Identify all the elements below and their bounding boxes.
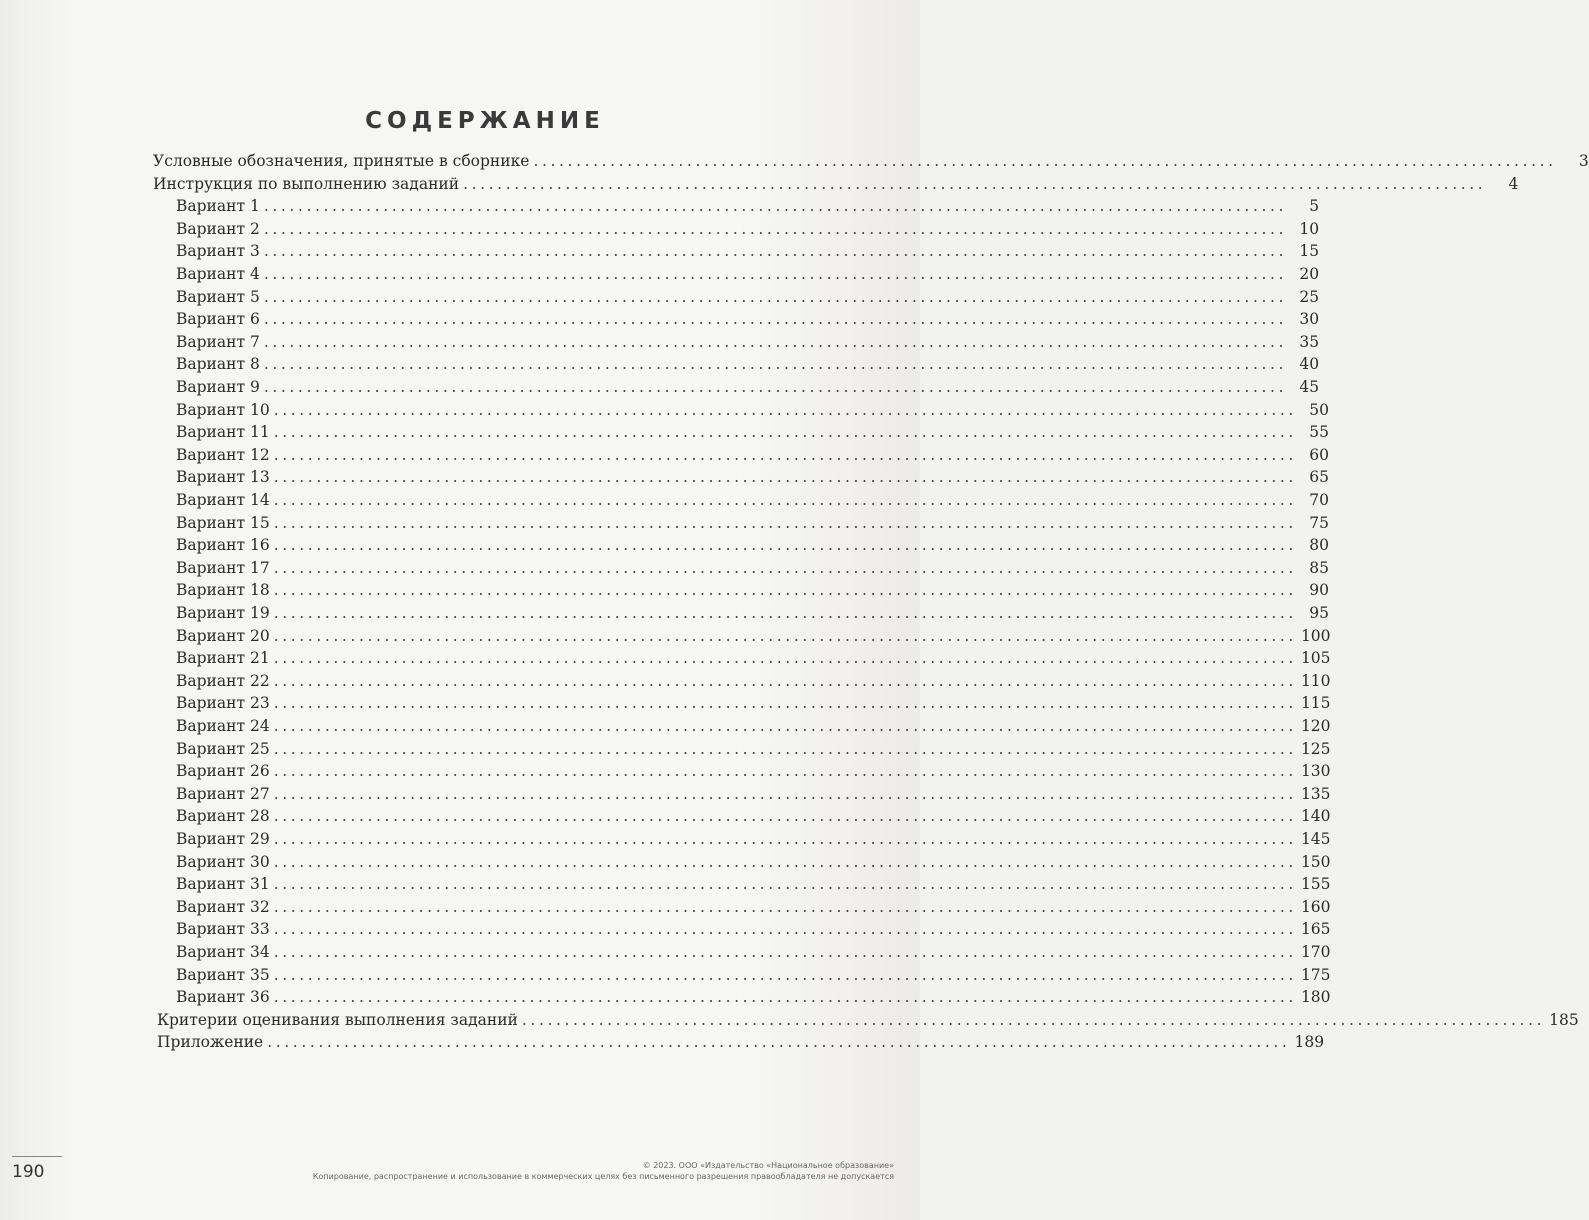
dot-leader: ........................................................................................................................ [263, 265, 1288, 283]
dot-leader: ........................................................................................................................ [273, 784, 1297, 803]
copyright-notice [274, 1160, 894, 1182]
page-title: СОДЕРЖАНИЕ [365, 108, 605, 134]
dot-leader: ........................................................................................................................ [521, 1010, 1546, 1029]
toc-entry-label: Критерии оценивания выполнения заданий [157, 1010, 518, 1029]
toc-entry-label: Вариант 14 [176, 491, 270, 509]
toc-entry-page: 85 [1309, 558, 1329, 577]
toc-entry [176, 353, 1320, 375]
toc-entry [176, 444, 1329, 466]
copyright-line: © 2023. ООО «Издательство «Национальное образование» [642, 1161, 894, 1170]
toc-entry [176, 851, 1331, 873]
dot-leader: ........................................................................................................................ [273, 558, 1297, 577]
toc-entry-page: 130 [1300, 762, 1331, 781]
toc-entry-page: 10 [1299, 219, 1320, 238]
toc-entry-page: 115 [1300, 694, 1331, 713]
toc-entry-page: 150 [1300, 852, 1331, 871]
toc-entry [176, 647, 1331, 669]
dot-leader: ........................................................................................................................ [273, 717, 1297, 735]
dot-leader: ........................................................................................................................ [263, 378, 1288, 396]
dot-leader: ........................................................................................................................ [263, 242, 1288, 261]
toc-entry-page: 120 [1300, 717, 1331, 735]
toc-entry-label: Вариант 1 [176, 197, 260, 216]
toc-entry-page: 100 [1300, 626, 1331, 645]
dot-leader: ........................................................................................................................ [273, 671, 1297, 690]
toc-entry-label: Вариант 35 [176, 965, 270, 984]
toc-entry [176, 625, 1331, 647]
dot-leader: ........................................................................................................................ [273, 445, 1297, 464]
dot-leader: ........................................................................................................................ [273, 694, 1297, 713]
toc-entry-page: 95 [1309, 604, 1329, 622]
toc-entry [176, 579, 1329, 601]
toc-entry-page: 20 [1299, 265, 1320, 283]
toc-entry-label: Вариант 36 [176, 988, 270, 1007]
toc-entry [176, 399, 1329, 421]
toc-entry [176, 195, 1320, 217]
dot-leader: ........................................................................................................................ [273, 739, 1297, 758]
toc-entry-label: Вариант 16 [176, 536, 270, 555]
toc-entry [176, 602, 1329, 624]
toc-entry-page: 165 [1300, 920, 1331, 939]
toc-entry [176, 964, 1331, 986]
dot-leader: ........................................................................................................................ [273, 536, 1297, 555]
toc-entry-label: Вариант 25 [176, 739, 270, 758]
dot-leader: ........................................................................................................................ [273, 988, 1297, 1007]
toc-entry-label: Вариант 3 [176, 242, 260, 261]
dot-leader: ........................................................................................................................ [273, 807, 1297, 826]
toc-entry-label: Вариант 27 [176, 784, 270, 803]
toc-entry-label: Приложение [157, 1033, 264, 1052]
toc-entry-page: 60 [1309, 445, 1329, 464]
toc-entry-page: 75 [1309, 513, 1329, 532]
toc-entry-label: Вариант 33 [176, 920, 270, 939]
toc-entry [176, 376, 1320, 398]
toc-entry-label: Вариант 17 [176, 558, 270, 577]
dot-leader: ........................................................................................................................ [273, 852, 1297, 871]
toc-entry-label: Вариант 23 [176, 694, 270, 713]
toc-entry-page: 50 [1309, 400, 1329, 419]
toc-entry-label: Вариант 9 [176, 378, 260, 396]
dot-leader: ........................................................................................................................ [273, 649, 1297, 668]
toc-entry-label: Вариант 30 [176, 852, 270, 871]
toc-entry-label: Вариант 15 [176, 513, 270, 532]
dot-leader: ........................................................................................................................ [273, 965, 1297, 984]
toc-entry [176, 286, 1320, 308]
dot-leader: ........................................................................................................................ [263, 355, 1288, 374]
toc-entry-label: Вариант 8 [176, 355, 260, 374]
dot-leader: ........................................................................................................................ [263, 287, 1288, 306]
toc-entry-page: 5 [1309, 197, 1320, 216]
dot-leader: ........................................................................................................................ [273, 513, 1297, 532]
dot-leader: ........................................................................................................................ [273, 604, 1297, 622]
toc-entry-label: Вариант 18 [176, 581, 270, 600]
toc-entry-page: 175 [1300, 965, 1331, 984]
toc-entry [176, 218, 1320, 240]
toc-entry [176, 760, 1331, 782]
toc-entry-label: Условные обозначения, принятые в сборнике [153, 152, 530, 170]
toc-entry [176, 331, 1320, 353]
dot-leader: ........................................................................................................................ [463, 174, 1487, 193]
dot-leader: ........................................................................................................................ [273, 626, 1297, 645]
toc-entry-page: 189 [1294, 1033, 1325, 1052]
toc-entry [153, 173, 1519, 195]
dot-leader: ........................................................................................................................ [273, 491, 1297, 509]
dot-leader: ........................................................................................................................ [263, 219, 1288, 238]
toc-entry-page: 55 [1309, 423, 1329, 442]
toc-entry-page: 125 [1300, 739, 1331, 758]
toc-entry-label: Вариант 32 [176, 897, 270, 916]
dot-leader: ........................................................................................................................ [273, 897, 1297, 916]
dot-leader: ........................................................................................................................ [273, 400, 1297, 419]
toc-entry [176, 557, 1329, 579]
toc-entry-label: Вариант 28 [176, 807, 270, 826]
dot-leader: ........................................................................................................................ [273, 943, 1297, 961]
toc-entry [176, 896, 1331, 918]
toc-entry [176, 918, 1331, 940]
toc-entry [176, 828, 1331, 850]
toc-entry-label: Вариант 10 [176, 400, 270, 419]
dot-leader: ........................................................................................................................ [533, 152, 1557, 170]
toc-entry-label: Вариант 11 [176, 423, 270, 442]
dot-leader: ........................................................................................................................ [273, 920, 1297, 939]
toc-entry-page: 25 [1299, 287, 1320, 306]
dot-leader: ........................................................................................................................ [273, 581, 1297, 600]
toc-entry [176, 308, 1320, 330]
toc-entry [176, 715, 1331, 737]
toc-entry-label: Вариант 13 [176, 468, 270, 487]
toc-entry [176, 738, 1331, 760]
page-number-rule [12, 1156, 62, 1157]
toc-entry-page: 90 [1309, 581, 1329, 600]
toc-entry-page: 105 [1300, 649, 1331, 668]
toc-entry-label: Инструкция по выполнению заданий [153, 174, 460, 193]
toc-entry [176, 873, 1331, 895]
dot-leader: ........................................................................................................................ [273, 423, 1297, 442]
dot-leader: ........................................................................................................................ [273, 468, 1297, 487]
toc-entry-page: 170 [1300, 943, 1331, 961]
toc-entry-page: 110 [1300, 671, 1331, 690]
toc-entry [176, 263, 1320, 285]
toc-entry-page: 30 [1299, 310, 1320, 329]
toc-entry-page: 180 [1300, 988, 1331, 1007]
toc-entry [176, 534, 1329, 556]
toc-entry-label: Вариант 22 [176, 671, 270, 690]
toc-entry-label: Вариант 34 [176, 943, 270, 961]
dot-leader: ........................................................................................................................ [263, 197, 1288, 216]
toc-entry-label: Вариант 24 [176, 717, 270, 735]
toc-entry-page: 45 [1299, 378, 1320, 396]
toc-entry-label: Вариант 29 [176, 830, 270, 848]
toc-entry-label: Вариант 21 [176, 649, 270, 668]
toc-entry-page: 145 [1300, 830, 1331, 848]
toc-entry-label: Вариант 12 [176, 445, 270, 464]
dot-leader: ........................................................................................................................ [263, 310, 1288, 329]
toc-entry-page: 35 [1299, 332, 1320, 351]
toc-entry-page: 135 [1300, 784, 1331, 803]
toc-entry-label: Вариант 4 [176, 265, 260, 283]
toc-entry-page: 155 [1300, 875, 1331, 894]
toc-entry-page: 80 [1309, 536, 1329, 555]
toc-entry-label: Вариант 19 [176, 604, 270, 622]
toc-entry [176, 512, 1329, 534]
toc-entry-page: 40 [1299, 355, 1320, 374]
toc-entry [176, 421, 1329, 443]
toc-entry-label: Вариант 2 [176, 219, 260, 238]
toc-entry-label: Вариант 5 [176, 287, 260, 306]
toc-entry [176, 240, 1320, 262]
toc-entry-page: 185 [1549, 1010, 1579, 1029]
toc-entry-page: 65 [1309, 468, 1329, 487]
toc-entry [176, 805, 1331, 827]
toc-entry [176, 670, 1331, 692]
toc-entry-label: Вариант 7 [176, 332, 260, 351]
toc-entry-page: 4 [1508, 174, 1519, 193]
toc-entry-label: Вариант 31 [176, 875, 270, 894]
toc-entry-page: 3 [1578, 152, 1589, 170]
toc-entry-page: 160 [1300, 897, 1331, 916]
toc-entry [176, 692, 1331, 714]
copyright-line: Копирование, распространение и использование в коммерческих целях без письменного разрешения правообладателя не допускается [312, 1172, 894, 1181]
dot-leader: ........................................................................................................................ [273, 830, 1297, 848]
page-number: 190 [12, 1162, 45, 1182]
toc-entry [176, 466, 1329, 488]
toc-entry [153, 150, 1589, 172]
toc-entry-page: 140 [1300, 807, 1331, 826]
toc-entry [176, 783, 1331, 805]
toc-entry [176, 986, 1331, 1008]
dot-leader: ........................................................................................................................ [267, 1033, 1291, 1052]
toc-entry-label: Вариант 6 [176, 310, 260, 329]
dot-leader: ........................................................................................................................ [273, 875, 1297, 894]
toc-entry-label: Вариант 20 [176, 626, 270, 645]
toc-entry-page: 15 [1299, 242, 1320, 261]
toc-entry-label: Вариант 26 [176, 762, 270, 781]
toc-entry [176, 489, 1329, 511]
toc-entry-page: 70 [1309, 491, 1329, 509]
toc-entry [176, 941, 1331, 963]
dot-leader: ........................................................................................................................ [273, 762, 1297, 781]
toc-entry [157, 1031, 1325, 1053]
dot-leader: ........................................................................................................................ [263, 332, 1288, 351]
toc-entry [157, 1009, 1579, 1031]
